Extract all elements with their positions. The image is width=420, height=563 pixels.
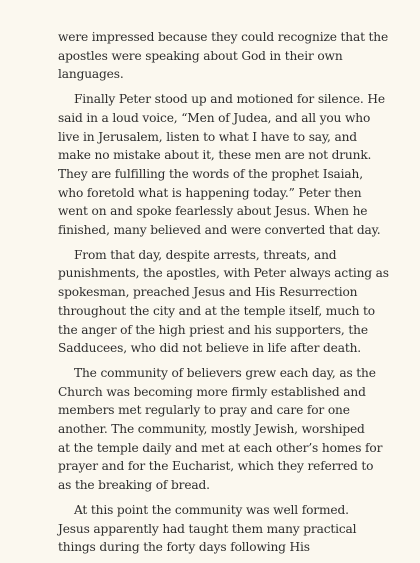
paragraph-5 <box>58 501 368 557</box>
text-line: Finally Peter stood up and motioned for silence. He <box>74 92 385 107</box>
text-line: The community of believers grew each day, as the <box>74 365 376 380</box>
text-line: live in Jerusalem, listen to what I have to say, and <box>58 129 357 144</box>
text-line: Jesus apparently had taught them many practical <box>58 521 357 536</box>
text-line: things during the forty days following His <box>58 540 310 555</box>
text-line: make no mistake about it, these men are not drunk. <box>58 148 372 163</box>
text-line: At this point the community was well formed. <box>74 502 349 517</box>
text-line: prayer and for the Eucharist, which they referred to <box>58 459 374 474</box>
text-line: punishments, the apostles, with Peter always acting as <box>58 266 389 281</box>
text-line: From that day, despite arrests, threats, and <box>74 247 337 262</box>
book-page <box>58 28 389 563</box>
text-line: throughout the city and at the temple itself, much to <box>58 303 375 318</box>
text-line: as the breaking of bread. <box>58 478 210 493</box>
text-line: said in a loud voice, “Men of Judea, and all you who <box>58 110 371 125</box>
text-line: spokesman, preached Jesus and His Resurrection <box>58 285 358 300</box>
text-line: went on and spoke fearlessly about Jesus. When he <box>58 204 368 219</box>
text-line: Church was becoming more firmly established and <box>58 384 366 399</box>
text-line: members met regularly to pray and care for one <box>58 403 350 418</box>
text-line: They are fulfilling the words of the prophet Isaiah, <box>58 166 363 181</box>
text-line: who foretold what is happening today.” Peter then <box>58 185 362 200</box>
paragraph-2 <box>58 90 385 240</box>
text-line: languages. <box>58 67 124 82</box>
text-line: another. The community, mostly Jewish, worshiped <box>58 422 365 437</box>
text-line: finished, many believed and were converted that day. <box>58 223 381 238</box>
paragraph-4 <box>58 364 383 495</box>
text-line: the anger of the high priest and his supporters, the <box>58 322 368 337</box>
text-line: Sadducees, who did not believe in life after death. <box>58 341 361 356</box>
text-line: were impressed because they could recognize that the <box>58 30 389 44</box>
text-line: at the temple daily and met at each other’s homes for <box>58 440 383 455</box>
paragraph-3 <box>58 246 389 358</box>
paragraph-1 <box>58 28 389 84</box>
text-line: apostles were speaking about God in their own <box>58 48 343 63</box>
